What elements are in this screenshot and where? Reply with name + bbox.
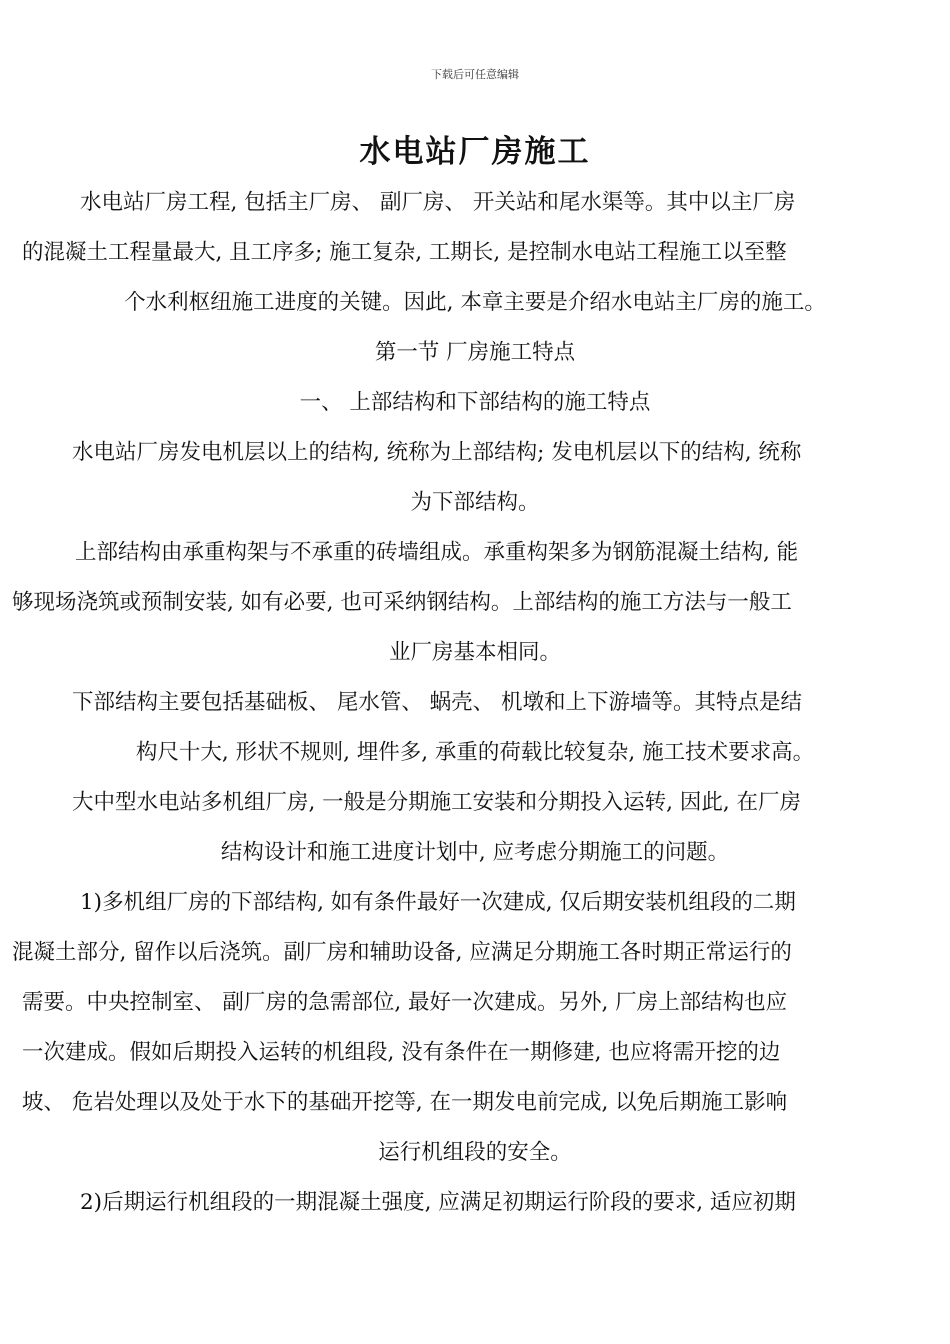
paragraph-line: 一次建成。假如后期投入运转的机组段, 没有条件在一期修建, 也应将需开挖的边 xyxy=(22,1040,781,1065)
paragraph-line: 运行机组段的安全。 xyxy=(378,1140,572,1165)
paragraph-line: 大中型水电站多机组厂房, 一般是分期施工安装和分期投入运转, 因此, 在厂房 xyxy=(72,790,802,815)
subsection-heading: 一、 上部结构和下部结构的施工特点 xyxy=(299,390,651,415)
paragraph-line: 业厂房基本相同。 xyxy=(388,640,561,665)
paragraph-line: 下部结构主要包括基础板、 尾水管、 蜗壳、 机墩和上下游墙等。其特点是结 xyxy=(72,690,803,715)
section-heading: 第一节 厂房施工特点 xyxy=(374,340,576,365)
header-note: 下载后可任意编辑 xyxy=(431,68,519,81)
paragraph-line: 结构设计和施工进度计划中, 应考虑分期施工的问题。 xyxy=(220,840,730,865)
paragraph-line: 为下部结构。 xyxy=(410,490,540,515)
paragraph-line: 混凝土部分, 留作以后浇筑。副厂房和辅助设备, 应满足分期施工各时期正常运行的 xyxy=(12,940,792,965)
paragraph-line: 水电站厂房发电机层以上的结构, 统称为上部结构; 发电机层以下的结构, 统称 xyxy=(72,440,802,465)
paragraph-line: 1)多机组厂房的下部结构, 如有条件最好一次建成, 仅后期安装机组段的二期 xyxy=(80,890,796,915)
paragraph-line: 的混凝土工程量最大, 且工序多; 施工复杂, 工期长, 是控制水电站工程施工以至整 xyxy=(22,240,787,265)
paragraph-line: 坡、 危岩处理以及处于水下的基础开挖等, 在一期发电前完成, 以免后期施工影响 xyxy=(22,1090,788,1115)
paragraph-line: 够现场浇筑或预制安装, 如有必要, 也可采纳钢结构。上部结构的施工方法与一般工 xyxy=(12,590,792,615)
paragraph-line: 2)后期运行机组段的一期混凝土强度, 应满足初期运行阶段的要求, 适应初期 xyxy=(80,1190,796,1215)
paragraph-line: 构尺十大, 形状不规则, 埋件多, 承重的荷载比较复杂, 施工技术要求高。 xyxy=(135,740,815,765)
paragraph-line: 需要。中央控制室、 副厂房的急需部位, 最好一次建成。另外, 厂房上部结构也应 xyxy=(22,990,788,1015)
document-title: 水电站厂房施工 xyxy=(359,134,591,170)
paragraph-line: 个水利枢纽施工进度的关键。因此, 本章主要是介绍水电站主厂房的施工。 xyxy=(124,290,826,315)
paragraph-line: 水电站厂房工程, 包括主厂房、 副厂房、 开关站和尾水渠等。其中以主厂房 xyxy=(80,190,796,215)
paragraph-line: 上部结构由承重构架与不承重的砖墙组成。承重构架多为钢筋混凝土结构, 能 xyxy=(75,540,799,565)
